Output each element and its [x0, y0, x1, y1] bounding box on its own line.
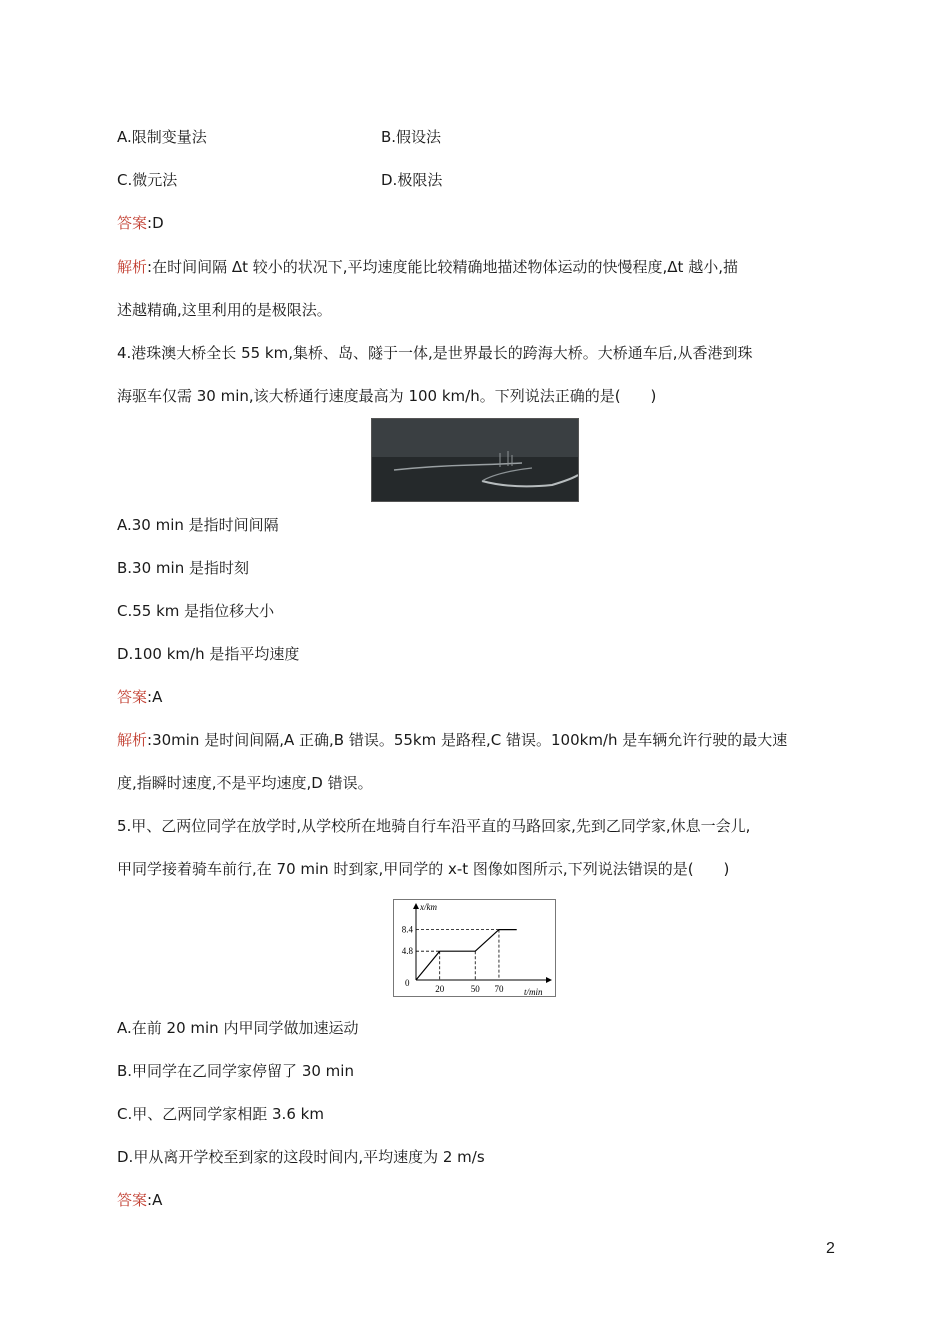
q3-options-row1	[117, 127, 442, 147]
y-axis-label: x/km	[420, 902, 437, 912]
answer-value: :A	[147, 1191, 163, 1209]
answer-label: 答案	[117, 688, 148, 706]
analysis-label: 解析	[117, 731, 148, 749]
q5-option-a: A.在前 20 min 内甲同学做加速运动	[117, 1019, 359, 1037]
q5-stem-line2: 甲同学接着骑车前行,在 70 min 时到家,甲同学的 x-t 图像如图所示,下列说法错误的是( )	[117, 860, 730, 878]
y-tick-8.4: 8.4	[401, 924, 413, 935]
origin-label: 0	[405, 978, 410, 988]
q4-option-c: C.55 km 是指位移大小	[117, 602, 275, 620]
analysis-text: :30min 是时间间隔,A 正确,B 错误。55km 是路程,C 错误。100km/h 是车辆允许行驶的最大速	[147, 731, 788, 749]
q3-answer	[117, 213, 164, 233]
q3-option-b: B.假设法	[381, 128, 442, 146]
q4-option-b: B.30 min 是指时刻	[117, 559, 249, 577]
x-tick-70: 70	[494, 984, 504, 994]
answer-value: :A	[147, 688, 163, 706]
q3-analysis-line1	[117, 257, 738, 277]
answer-label: 答案	[117, 1191, 148, 1209]
bridge-photo-drawing	[372, 419, 578, 501]
q4-stem-line2: 海驱车仅需 30 min,该大桥通行速度最高为 100 km/h。下列说法正确的是( )	[117, 387, 657, 405]
q4-answer	[117, 687, 162, 707]
x-axis-label: t/min	[524, 987, 543, 996]
answer-label: 答案	[117, 214, 148, 232]
q4-analysis-line1	[117, 730, 787, 750]
q4-analysis-line2: 度,指瞬时速度,不是平均速度,D 错误。	[117, 774, 373, 792]
q3-option-d: D.极限法	[381, 171, 443, 189]
q5-option-b: B.甲同学在乙同学家停留了 30 min	[117, 1062, 354, 1080]
series-line	[416, 930, 517, 980]
q4-option-a: A.30 min 是指时间间隔	[117, 516, 279, 534]
page-number: 2	[826, 1240, 835, 1257]
analysis-label: 解析	[117, 258, 148, 276]
x-tick-50: 50	[470, 984, 480, 994]
q5-option-d: D.甲从离开学校至到家的这段时间内,平均速度为 2 m/s	[117, 1148, 485, 1166]
xt-graph	[393, 899, 556, 997]
bridge-photo	[371, 418, 579, 502]
q4-option-d: D.100 km/h 是指平均速度	[117, 645, 300, 663]
q3-analysis-line2: 述越精确,这里利用的是极限法。	[117, 301, 332, 319]
q3-option-c: C.微元法	[117, 171, 178, 189]
q4-stem-line1: 4.港珠澳大桥全长 55 km,集桥、岛、隧于一体,是世界最长的跨海大桥。大桥通车后,从香港到珠	[117, 344, 753, 362]
analysis-text: :在时间间隔 Δt 较小的状况下,平均速度能比较精确地描述物体运动的快慢程度,Δt 越小,描	[147, 258, 738, 276]
xt-graph-svg	[394, 900, 555, 996]
y-tick-4.8: 4.8	[401, 946, 413, 957]
answer-value: :D	[147, 214, 164, 232]
q5-option-c: C.甲、乙两同学家相距 3.6 km	[117, 1105, 324, 1123]
q3-options-row2	[117, 170, 443, 190]
x-tick-20: 20	[435, 984, 445, 994]
q3-option-a: A.限制变量法	[117, 128, 207, 146]
q5-answer	[117, 1190, 162, 1210]
q5-stem-line1: 5.甲、乙两位同学在放学时,从学校所在地骑自行车沿平直的马路回家,先到乙同学家,休息一会儿,	[117, 817, 751, 835]
